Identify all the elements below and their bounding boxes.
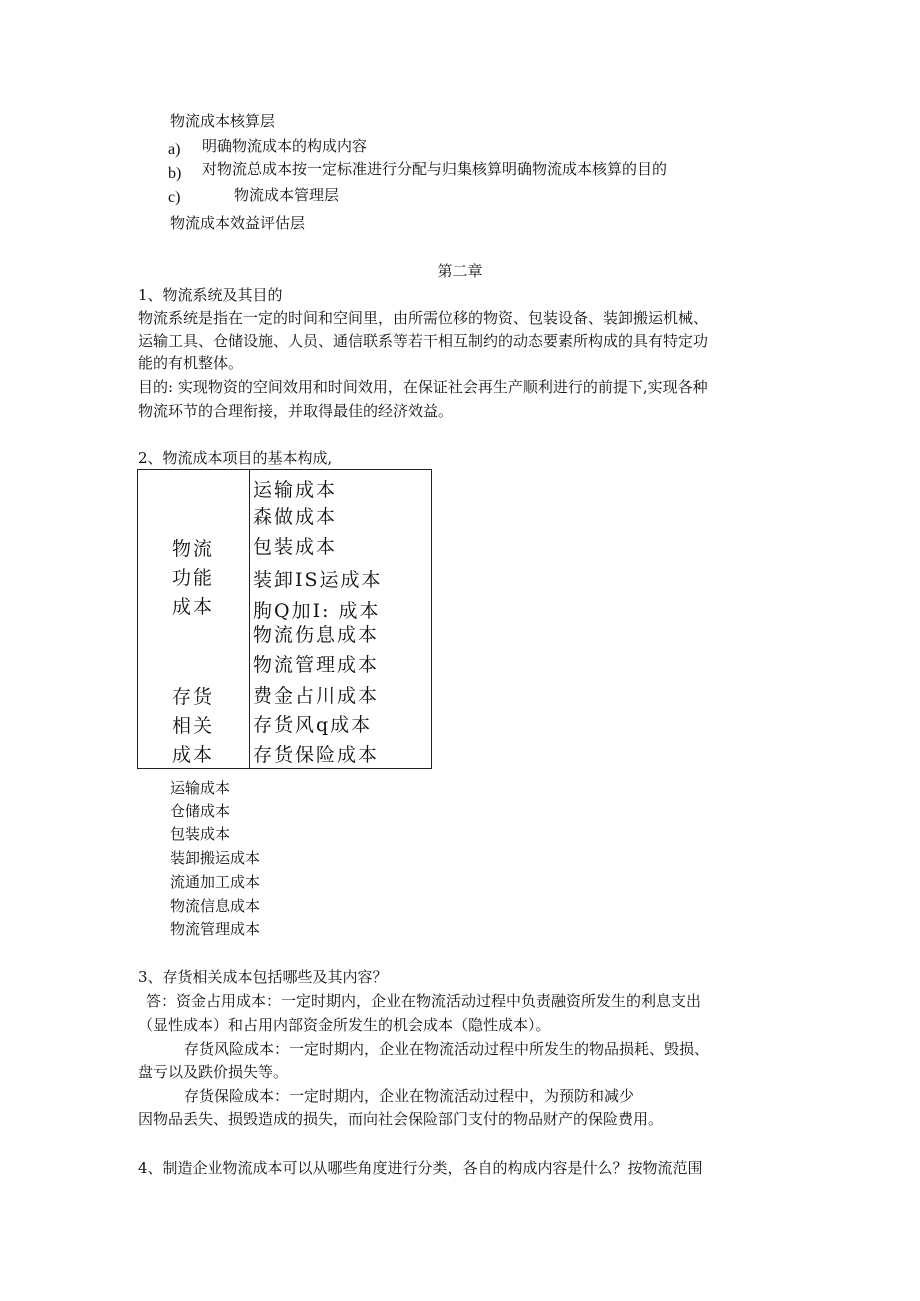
list-item: 运输成本 xyxy=(170,779,231,797)
q1-body-line: 物流环节的合理衔接，并取得最佳的经济效益。 xyxy=(138,402,454,420)
q3-line: 答：资金占用成本：一定时期内，企业在物流活动过程中负责融资所发生的利息支出 xyxy=(146,992,702,1010)
list-item: 仓储成本 xyxy=(170,802,231,820)
group2-label-line: 存货 xyxy=(172,686,215,708)
group1-label-line: 成本 xyxy=(172,596,215,618)
group2-label-line: 成本 xyxy=(172,744,215,766)
group2-label-line: 相关 xyxy=(172,715,215,737)
q1-body-line: 能的有机整体。 xyxy=(138,354,244,372)
q3-line: （显性成本）和占用内部资金所发生的机会成本（隐性成本）。 xyxy=(138,1016,551,1034)
table-item: 森做成本 xyxy=(253,506,338,528)
list-item: 流通加工成本 xyxy=(170,873,261,891)
table-item: 包装成本 xyxy=(253,536,338,558)
marker-c: c) xyxy=(168,189,181,206)
q3-line: 存货风险成本：一定时期内，企业在物流活动过程中所发生的物品损耗、毁损、 xyxy=(184,1040,710,1058)
list-item: 包装成本 xyxy=(170,825,231,843)
q1-body-line: 物流系统是指在一定的时间和空间里，由所需位移的物资、包装设备、装卸搬运机械、 xyxy=(138,309,709,327)
list-item: 物流管理成本 xyxy=(170,920,261,938)
table-item: 装卸IS运成本 xyxy=(253,569,383,591)
table-item: 存货保险成本 xyxy=(253,744,380,766)
list-item: 物流信息成本 xyxy=(170,897,261,915)
table-item: 朐Q加I: 成本 xyxy=(253,600,381,622)
q3-title: 3、存货相关成本包括哪些及其内容？ xyxy=(138,968,388,986)
table-divider xyxy=(249,469,250,769)
table-item: 存货风q成本 xyxy=(253,714,373,736)
group1-label-line: 功能 xyxy=(172,567,215,589)
top-line-0: 物流成本核算层 xyxy=(170,112,276,130)
list-item: 装卸搬运成本 xyxy=(170,849,261,867)
marker-b: b) xyxy=(168,165,182,182)
table-item: 物流伤息成本 xyxy=(253,624,380,646)
cost-structure-table xyxy=(137,469,432,769)
chapter-title: 第二章 xyxy=(437,262,483,280)
top-line-3: 物流成本管理层 xyxy=(234,186,340,204)
q3-line: 因物品丢失、损毁造成的损失，而向社会保险部门支付的物品财产的保险费用。 xyxy=(138,1110,664,1128)
table-item: 物流管理成本 xyxy=(253,654,380,676)
top-line-4: 物流成本效益评估层 xyxy=(170,214,306,232)
q3-line: 存货保险成本：一定时期内，企业在物流活动过程中，为预防和减少 xyxy=(184,1087,635,1105)
q1-title: 1、物流系统及其目的 xyxy=(138,286,283,304)
top-line-2: 对物流总成本按一定标准进行分配与归集核算明确物流成本核算的目的 xyxy=(202,160,668,178)
q4-title: 4、制造企业物流成本可以从哪些角度进行分类，各自的构成内容是什么？按物流范围 xyxy=(138,1159,703,1177)
group1-label-line: 物流 xyxy=(172,538,215,560)
marker-a: a) xyxy=(168,141,181,158)
q3-line: 盘亏以及跌价损失等。 xyxy=(138,1063,289,1081)
q1-body-line: 运输工具、仓储设施、人员、通信联系等若干相互制约的动态要素所构成的具有特定功 xyxy=(138,332,709,350)
q1-body-line: 目的: 实现物资的空间效用和时间效用，在保证社会再生产顺利进行的前提下,实现各种 xyxy=(138,378,708,396)
table-item: 费金占川成本 xyxy=(253,685,380,707)
q2-title: 2、物流成本项目的基本构成, xyxy=(138,449,333,467)
top-line-1: 明确物流成本的构成内容 xyxy=(202,137,368,155)
table-item: 运输成本 xyxy=(253,479,338,501)
